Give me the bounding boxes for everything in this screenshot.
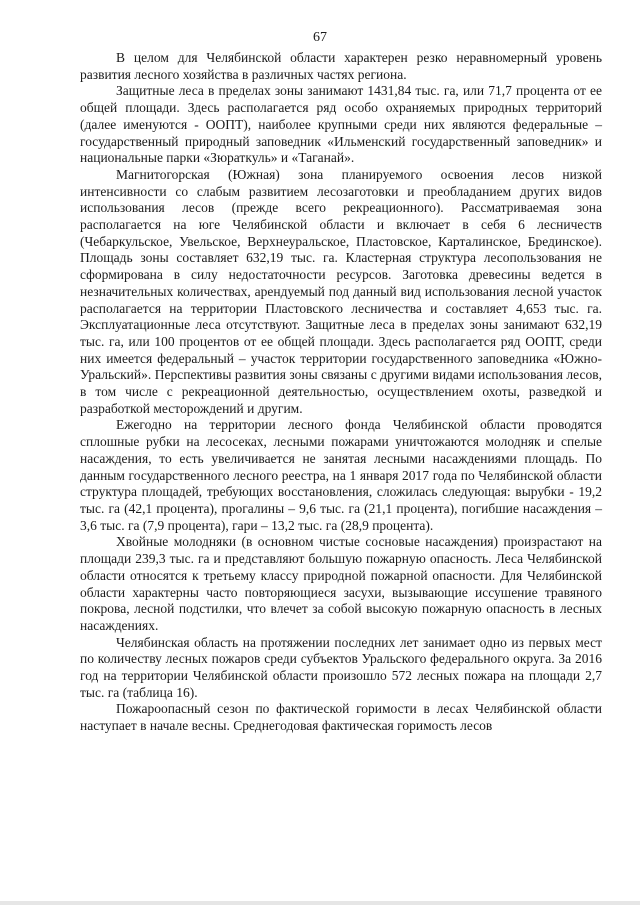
paragraph-overview: В целом для Челябинской области характерен резко неравномерный уровень развития лесного хозяйства в различных частях региона. xyxy=(80,50,602,82)
paragraph-coniferous-young-stands: Хвойные молодняки (в основном чистые сосновые насаждения) произрастают на площади 239,3 тыс. га и представляют большую пожарную опасность. Леса Челябинской области относятся к третьему классу природной пожарной опасности. Для Челябинской области характерны часто повторяющиеся засухи, вызывающие иссушение травяного покрова, лесной подстилки, что влечет за собой высокую пожарную опасность в лесных насаждениях. xyxy=(80,534,602,633)
paragraph-magnitogorsk-zone: Магнитогорская (Южная) зона планируемого освоения лесов низкой интенсивности со слабым развитием лесозаготовки и преобладанием других видов использования лесов (прежде всего рекреационного). Рассматриваемая зона располагается на юге Челябинской области и включает в себя 6 лесничеств (Чебаркульское, Увельское, Верхнеуральское, Пластовское, Карталинское, Брединское). Площадь зоны составляет 632,19 тыс. га. Кластерная структура лесопользования не сформирована в силу недостаточности ресурсов. Заготовка древесины ведется в незначительных количествах, арендуемый под данный вид использования лесной участок располагается на территории Пластовского лесничества и составляет 4,653 тыс. га. Эксплуатационные леса отсутствуют. Защитные леса в пределах зоны занимают 632,19 тыс. га, или 100 процентов от ее общей площади. Здесь располагается ряд ООПТ, среди них имеется федеральный – участок территории государственного заповедника «Южно-Уральский». Перспективы развития зоны связаны с другими видами использования лесов, в том числе с рекреационной деятельностью, осуществлением охоты, разведкой и разработкой месторождений и другим. xyxy=(80,166,602,416)
page-bottom-edge xyxy=(0,901,640,905)
body-text xyxy=(80,50,602,735)
paragraph-forest-fires: Челябинская область на протяжении последних лет занимает одно из первых мест по количеству лесных пожаров среди субъектов Уральского федерального округа. За 2016 год на территории Челябинской области произошло 572 лесных пожара на площади 2,7 тыс. га (таблица 16). xyxy=(80,634,602,700)
page-number: 67 xyxy=(313,30,327,45)
paragraph-protective-forests: Защитные леса в пределах зоны занимают 1431,84 тыс. га, или 71,7 процента от ее общей площади. Здесь располагается ряд особо охраняемых природных территорий (далее именуются - ООПТ), наиболее крупными среди них являются федеральные – государственный природный заповедник «Ильменский государственный заповедник» и национальные парки «Зюраткуль» и «Таганай». xyxy=(80,83,602,166)
paragraph-reforestation: Ежегодно на территории лесного фонда Челябинской области проводятся сплошные рубки на лесосеках, лесными пожарами уничтожаются молодняк и спелые насаждения, то есть увеличивается не занятая лесными насаждениями площадь. По данным государственного лесного реестра, на 1 января 2017 года по Челябинской области структура площадей, требующих восстановления, сложилась следующая: вырубки - 19,2 тыс. га (42,1 процента), прогалины – 9,6 тыс. га (21,1 процента), погибшие насаждения – 3,6 тыс. га (7,9 процента), гари – 13,2 тыс. га (28,9 процента). xyxy=(80,417,602,533)
paragraph-fire-season: Пожароопасный сезон по фактической горимости в лесах Челябинской области наступает в начале весны. Среднегодовая фактическая горимость лесов xyxy=(80,701,602,734)
